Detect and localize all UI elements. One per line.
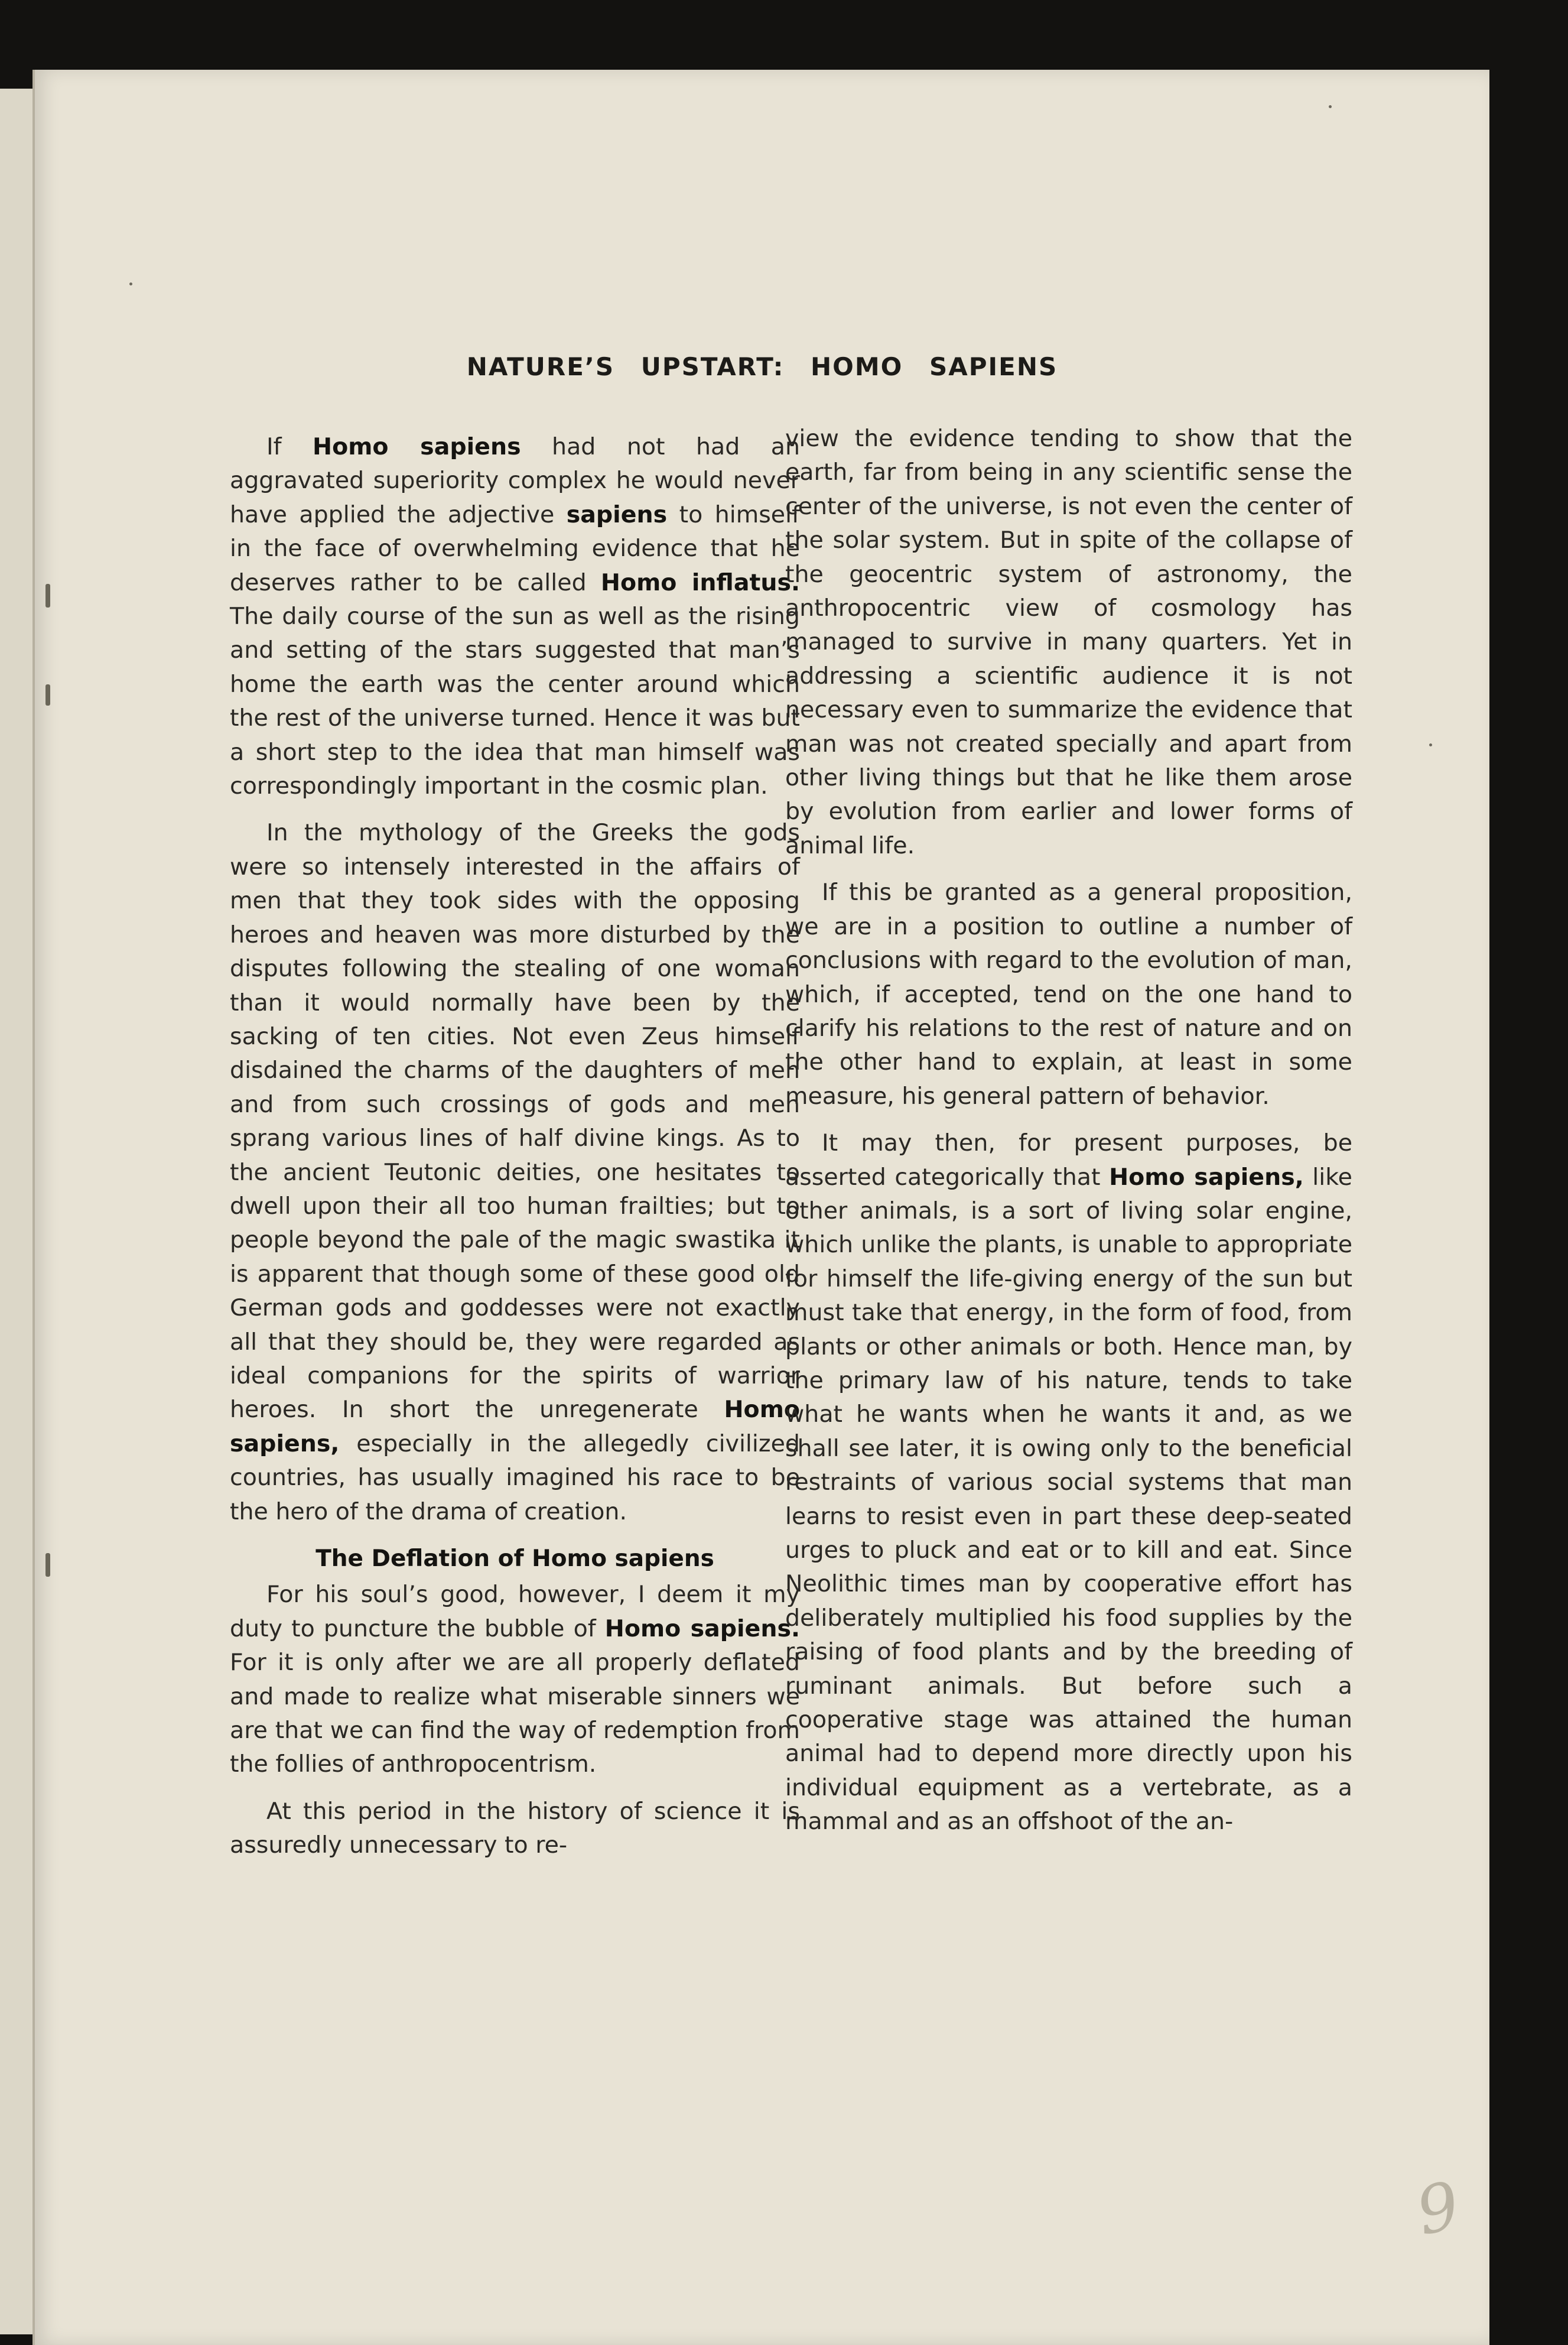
text-run: It may then, for present purposes, be asserted categorically that xyxy=(785,1129,1352,1191)
text-column-left xyxy=(230,430,800,1876)
text-run: especially in the allegedly civilized countries, has usually imagined his race to be the hero of the drama of creation. xyxy=(230,1430,800,1525)
text-run: If xyxy=(266,433,313,460)
text-run: In the mythology of the Greeks the gods were so intensely interested in the affairs of men that they took sides with the opposing heroes and heaven was more disturbed by the disputes following the stealing of one woman than it would normally have been by the sacking of ten cities. Not even Zeus himself disdained the charms of the daughters of men and from such crossings of gods and men sprang various lines of half divine kings. As to the ancient Teutonic deities, one hesitates to dwell upon their all too human frailties; but to people beyond the pale of the magic swastika it is apparent that though some of these good old German gods and goddesses were not exactly all that they should be, they were regarded as ideal companions for the spirits of warrior heroes. In short the unregenerate xyxy=(230,819,800,1424)
binding-staple-mark xyxy=(45,684,50,706)
bold-term: sapiens xyxy=(566,501,668,528)
bold-term: Homo sapiens. xyxy=(604,1615,800,1642)
text-run: had not had an aggravated superiority complex he would never have applied the adjective xyxy=(230,433,800,528)
section-heading xyxy=(230,1542,800,1576)
bold-term: Homo sapiens xyxy=(313,433,521,460)
text-run: If this be granted as a general proposition, we are in a position to outline a number of conclusions with regard to the evolution of man, which, if accepted, tend on the one hand to clarify his relations to the rest of nature and on the other hand to explain, at least in some measure, his general pattern of behavior. xyxy=(785,879,1352,1110)
text-run: For his soul’s good, however, I deem it my duty to puncture the bubble of xyxy=(230,1581,800,1642)
text-column-right xyxy=(785,422,1352,1852)
paragraph xyxy=(230,1795,800,1863)
paragraph xyxy=(785,876,1352,1113)
text-run: At this period in the history of science it is assuredly unnecessary to re- xyxy=(230,1797,800,1859)
paragraph xyxy=(230,1578,800,1781)
text-run: like other animals, is a sort of living solar engine, which unlike the plants, is unable to appropriate for himself the life-giving energy of the sun but must take that energy, in the form of food, from plants or other animals or both. Hence man, by the primary law of his nature, tends to take what he wants when he wants it and, as we shall see later, it is owing only to the beneficial restraints of various social systems that man learns to resist even in part these deep-seated urges to pluck and eat or to kill and eat. Since Neolithic times man by cooperative effort has deliberately multiplied his food supplies by the raising of food plants and by the breeding of ruminant animals. But before such a cooperative stage was attained the human animal had to depend more directly upon his individual equipment as a vertebrate, as a mammal and as an offshoot of the an- xyxy=(785,1163,1352,1836)
text-run: view the evidence tending to show that the earth, far from being in any scientific sense the center of the universe, is not even the center of the solar system. But in spite of the collapse of the geocentric system of astronomy, the anthropocentric view of cosmology has managed to survive in many quarters. Yet in addressing a scientific audience it is not necessary even to summarize the evidence that man was not created specially and apart from other living things but that he like them arose by evolution from earlier and lower forms of animal life. xyxy=(785,425,1352,859)
bold-term: The Deflation of Homo sapiens xyxy=(315,1545,714,1572)
bold-term: Homo sapiens, xyxy=(1109,1163,1304,1191)
paragraph xyxy=(230,816,800,1529)
paper-speck xyxy=(1429,743,1432,746)
paragraph xyxy=(785,422,1352,863)
handwritten-page-number: 9 xyxy=(1410,2167,1466,2250)
bold-term: Homo inflatus. xyxy=(600,569,800,596)
text-run: to himself in the face of overwhelming evidence that he deserves rather to be called xyxy=(230,501,800,596)
paragraph xyxy=(230,430,800,803)
bold-term: Homo sapiens, xyxy=(230,1396,800,1457)
text-run: For it is only after we are all properly deflated and made to realize what miserable sinners we are that we can find the way of redemption from the follies of anthropocentrism. xyxy=(230,1649,800,1778)
paper-speck xyxy=(1329,105,1332,108)
paragraph xyxy=(785,1126,1352,1839)
article-title: NATURE’S UPSTART: HOMO SAPIENS xyxy=(466,352,1058,381)
document-page xyxy=(32,70,1489,2345)
paper-speck xyxy=(129,282,132,285)
binding-staple-mark xyxy=(45,584,50,608)
text-run: The daily course of the sun as well as the rising and setting of the stars suggested that man’s home the earth was the center around which the rest of the universe turned. Hence it was but a short step to the idea that man himself was correspondingly important in the cosmic plan. xyxy=(230,603,800,800)
binding-staple-mark xyxy=(45,1553,50,1577)
